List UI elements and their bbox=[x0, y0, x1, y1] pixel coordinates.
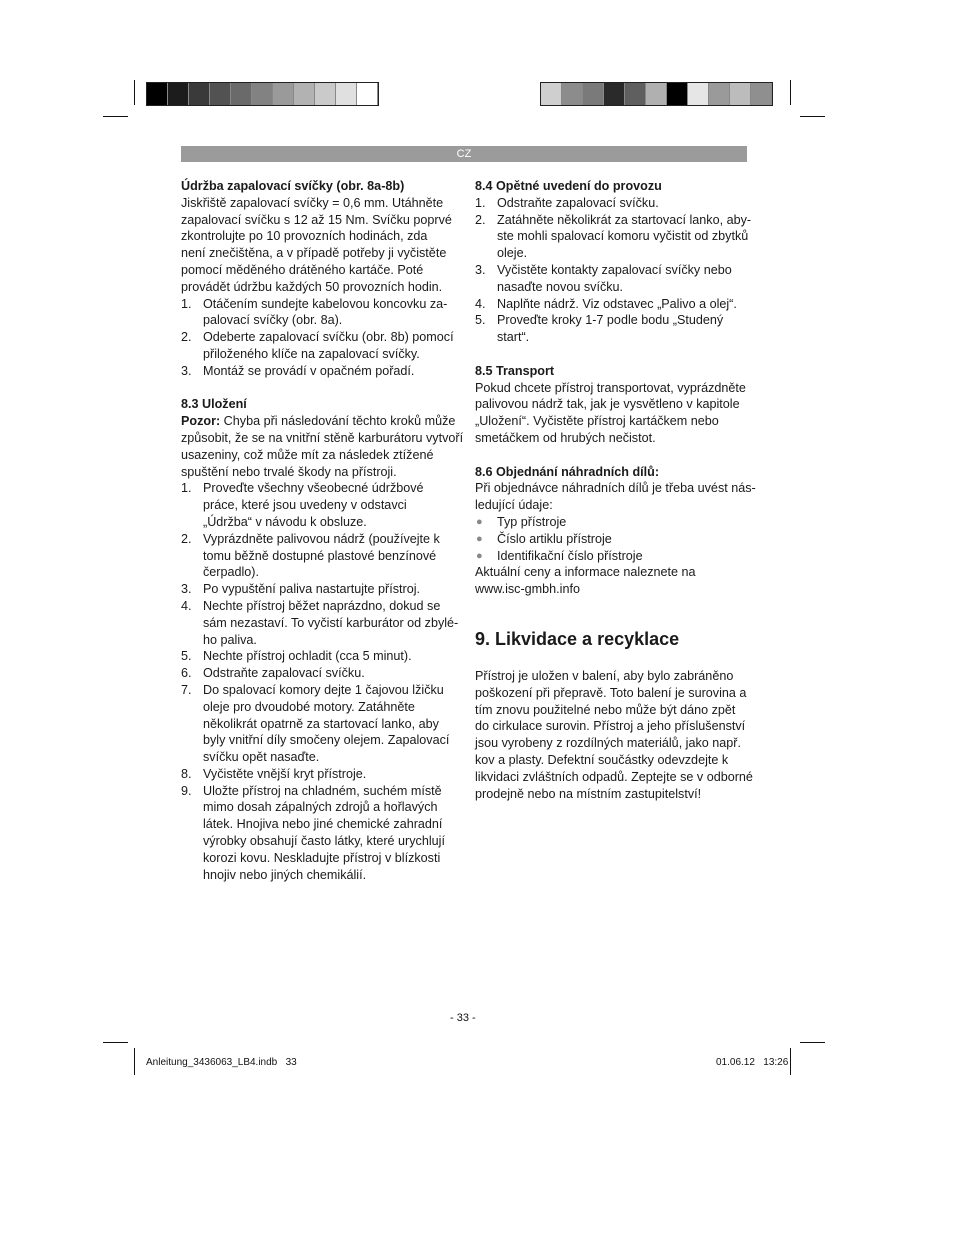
list-item bbox=[475, 296, 760, 313]
list-number: 2. bbox=[181, 330, 192, 345]
bullet-item bbox=[475, 548, 760, 565]
text-line: Při objednávce náhradních dílů je třeba uvést nás- bbox=[475, 481, 756, 496]
list-number: 9. bbox=[181, 783, 192, 798]
section-heading: 8.4 Opětné uvedení do provozu bbox=[475, 179, 662, 193]
text-line: provádět údržbu každých 50 provozních hodin. bbox=[181, 279, 443, 294]
text-line: poškození při přepravě. Toto balení je surovina a bbox=[475, 685, 747, 700]
text-line: prodejně nebo na místním zastupitelství! bbox=[475, 786, 702, 801]
list-item-line: „Údržba“ v návodu k obsluze. bbox=[203, 514, 367, 529]
list-item-line: Nechte přístroj ochladit (cca 5 minut). bbox=[203, 649, 412, 664]
text-line: ledující údaje: bbox=[475, 498, 553, 513]
crop-mark bbox=[790, 80, 791, 105]
list-item-line: Proveďte kroky 1-7 podle bodu „Studený bbox=[497, 313, 724, 328]
section-heading: 8.3 Uložení bbox=[181, 397, 247, 412]
list-item bbox=[475, 312, 760, 346]
list-item-line: nasaďte novou svíčku. bbox=[497, 279, 624, 294]
list-item bbox=[181, 766, 466, 783]
paragraph bbox=[475, 668, 760, 802]
color-swatch bbox=[541, 83, 562, 105]
list-item-line: Zatáhněte několikrát za startovací lanko, aby- bbox=[497, 212, 752, 227]
list-item-line: Uložte přístroj na chladném, suchém místě bbox=[203, 783, 442, 798]
bullet-text: Číslo artiklu přístroje bbox=[497, 531, 612, 546]
list-item-line: hnojiv nebo jiných chemikálií. bbox=[203, 867, 367, 882]
list-item bbox=[181, 598, 466, 648]
list-number: 1. bbox=[181, 296, 192, 311]
paragraph bbox=[181, 195, 466, 296]
list-number: 3. bbox=[475, 262, 486, 277]
color-swatch bbox=[336, 83, 357, 105]
list-item-line: byly vnitřní díly smočeny olejem. Zapalovací bbox=[203, 733, 450, 748]
list-item bbox=[181, 480, 466, 530]
text-line: pomocí měděného drátěného kartáče. Poté bbox=[181, 262, 424, 277]
list-item-line: ho paliva. bbox=[203, 632, 257, 647]
list-item-line: Naplňte nádrž. Viz odstavec „Palivo a olej“. bbox=[497, 296, 737, 311]
paragraph bbox=[181, 430, 466, 480]
list-item bbox=[181, 648, 466, 665]
crop-mark bbox=[800, 116, 825, 117]
crop-mark bbox=[103, 1042, 128, 1043]
list-number: 7. bbox=[181, 682, 192, 697]
list-item-line: palovací svíčky (obr. 8a). bbox=[203, 313, 343, 328]
bullet-item bbox=[475, 531, 760, 548]
list-number: 2. bbox=[181, 531, 192, 546]
list-number: 6. bbox=[181, 666, 192, 681]
list-number: 4. bbox=[475, 296, 486, 311]
text-line: smetáčkem od hrubých nečistot. bbox=[475, 430, 656, 445]
warning-paragraph: Pozor: Chyba při následování těchto kroků může bbox=[181, 414, 456, 429]
list-number: 5. bbox=[475, 313, 486, 328]
list-item bbox=[475, 262, 760, 296]
color-swatch bbox=[168, 83, 189, 105]
text-line: Pokud chcete přístroj transportovat, vyprázdněte bbox=[475, 380, 746, 395]
text-line: zkontrolujte po 10 provozních hodinách, zda bbox=[181, 229, 428, 244]
list-number: 8. bbox=[181, 766, 192, 781]
paragraph bbox=[475, 380, 760, 447]
color-swatch bbox=[667, 83, 688, 105]
list-item-line: Proveďte všechny všeobecné údržbové bbox=[203, 481, 424, 496]
section-heading: 8.6 Objednání náhradních dílů: bbox=[475, 464, 660, 479]
text-line: usazeniny, což může mít za následek ztížené bbox=[181, 447, 434, 462]
list-item-line: Vyprázdněte palivovou nádrž (používejte k bbox=[203, 531, 440, 546]
text-line: není znečištěna, a v případě potřeby ji vyčistěte bbox=[181, 246, 447, 261]
list-item-line: přiloženého klíče na zapalovací svíčky. bbox=[203, 346, 420, 361]
list-item bbox=[181, 682, 466, 766]
list-item bbox=[475, 195, 760, 212]
color-swatch bbox=[751, 83, 772, 105]
list-item bbox=[181, 783, 466, 884]
list-number: 2. bbox=[475, 212, 486, 227]
paragraph bbox=[475, 480, 760, 514]
crop-mark bbox=[800, 1042, 825, 1043]
list-item-line: Vyčistěte kontakty zapalovací svíčky nebo bbox=[497, 262, 732, 277]
text-line: palivovou nádrž tak, jak je vysvětleno v kapitole bbox=[475, 397, 740, 412]
list-item-line: látek. Hnojiva nebo jiné chemické zahradní bbox=[203, 817, 443, 832]
color-bar-right bbox=[540, 82, 773, 106]
warning-label: Pozor: bbox=[181, 414, 221, 429]
text-line: Přístroj je uložen v balení, aby bylo zabráněno bbox=[475, 668, 734, 683]
bullet-text: Identifikační číslo přístroje bbox=[497, 548, 643, 563]
list-item-line: práce, které jsou uvedeny v odstavci bbox=[203, 498, 407, 513]
list-number: 3. bbox=[181, 582, 192, 597]
text-line: jsou vyrobeny z rozdílných materiálů, jako např. bbox=[475, 736, 741, 751]
numbered-list bbox=[475, 195, 760, 346]
color-swatch bbox=[646, 83, 667, 105]
color-swatch bbox=[315, 83, 336, 105]
bullet-list bbox=[475, 514, 760, 564]
list-number: 1. bbox=[181, 481, 192, 496]
text-line: Jiskřiště zapalovací svíčky = 0,6 mm. Utáhněte bbox=[181, 195, 444, 210]
section-heading: 8.5 Transport bbox=[475, 363, 555, 378]
list-item-line: výrobky obsahují často látky, které urychlují bbox=[203, 834, 445, 849]
list-item-line: několikrát opatrně za startovací lanko, aby bbox=[203, 716, 439, 731]
list-item-line: svíčku opět nasaďte. bbox=[203, 750, 320, 765]
list-item-line: ste mohli spalovací komoru vyčistit od zbytků bbox=[497, 229, 749, 244]
list-number: 5. bbox=[181, 649, 192, 664]
color-swatch bbox=[231, 83, 252, 105]
list-item-line: mimo dosah zápalných zdrojů a hořlavých bbox=[203, 800, 438, 815]
list-item-line: Odstraňte zapalovací svíčku. bbox=[203, 666, 365, 681]
text-line: tím znovu použitelné nebo může být dáno zpět bbox=[475, 702, 736, 717]
timestamp: 01.06.12 13:26 bbox=[716, 1057, 789, 1068]
color-swatch bbox=[357, 83, 378, 105]
bullet-icon: ● bbox=[476, 532, 483, 545]
list-item-line: tomu běžně dostupné plastové benzínové bbox=[203, 548, 437, 563]
color-swatch bbox=[189, 83, 210, 105]
list-item-line: korozi kovu. Neskladujte přístroj v blízkosti bbox=[203, 850, 441, 865]
list-item-line: Nechte přístroj běžet naprázdno, dokud se bbox=[203, 598, 441, 613]
list-item-line: Po vypuštění paliva nastartujte přístroj. bbox=[203, 582, 421, 597]
color-swatch bbox=[688, 83, 709, 105]
list-item bbox=[181, 665, 466, 682]
chapter-heading: 9. Likvidace a recyklace bbox=[475, 628, 680, 649]
text-line: kov a plasty. Defektní součástky odevzdejte k bbox=[475, 752, 729, 767]
list-item-line: oleje pro dvoudobé motory. Zatáhněte bbox=[203, 699, 415, 714]
left-column bbox=[181, 178, 466, 883]
crop-mark bbox=[790, 1048, 791, 1075]
list-item bbox=[181, 531, 466, 581]
text-line: Aktuální ceny a informace naleznete na bbox=[475, 565, 696, 580]
list-item-line: oleje. bbox=[497, 246, 528, 261]
list-item bbox=[181, 363, 466, 380]
color-swatch bbox=[147, 83, 168, 105]
color-swatch bbox=[294, 83, 315, 105]
text-line: do cirkulace surovin. Přístroj a jeho příslušenství bbox=[475, 719, 746, 734]
list-item bbox=[475, 212, 760, 262]
crop-mark bbox=[134, 1048, 135, 1075]
color-swatch bbox=[252, 83, 273, 105]
list-number: 1. bbox=[475, 195, 486, 210]
text-line: likvidaci zvláštních odpadů. Zeptejte se v odborné bbox=[475, 769, 753, 784]
file-name: Anleitung_3436063_LB4.indb 33 bbox=[146, 1057, 297, 1068]
color-swatch bbox=[562, 83, 583, 105]
text-line: zapalovací svíčku s 12 až 15 Nm. Svíčku poprvé bbox=[181, 212, 452, 227]
color-swatch bbox=[210, 83, 231, 105]
text-line: spuštění nebo trvalé škody na přístroji. bbox=[181, 464, 397, 479]
list-item bbox=[181, 296, 466, 330]
list-item-line: Odstraňte zapalovací svíčku. bbox=[497, 195, 659, 210]
section-heading: Údržba zapalovací svíčky (obr. 8a-8b) bbox=[181, 179, 405, 193]
list-item bbox=[181, 581, 466, 598]
numbered-list bbox=[181, 480, 466, 883]
color-swatch bbox=[709, 83, 730, 105]
paragraph bbox=[475, 564, 760, 598]
text-line: www.isc-gmbh.info bbox=[475, 582, 580, 597]
list-item-line: Otáčením sundejte kabelovou koncovku za- bbox=[203, 296, 448, 311]
list-number: 3. bbox=[181, 363, 192, 378]
list-item-line: Do spalovací komory dejte 1 čajovou lžičku bbox=[203, 682, 444, 697]
list-item-line: Montáž se provádí v opačném pořadí. bbox=[203, 363, 415, 378]
list-item-line: Odeberte zapalovací svíčku (obr. 8b) pomocí bbox=[203, 330, 454, 345]
page-number: - 33 - bbox=[450, 1012, 476, 1024]
crop-mark bbox=[134, 80, 135, 105]
color-swatch bbox=[625, 83, 646, 105]
list-item-line: Vyčistěte vnější kryt přístroje. bbox=[203, 766, 367, 781]
color-bar-left bbox=[146, 82, 379, 106]
color-swatch bbox=[730, 83, 751, 105]
list-item bbox=[181, 329, 466, 363]
list-item-line: čerpadlo). bbox=[203, 565, 260, 580]
bullet-icon: ● bbox=[476, 549, 483, 562]
numbered-list bbox=[181, 296, 466, 380]
color-swatch bbox=[583, 83, 604, 105]
right-column bbox=[475, 178, 760, 802]
bullet-icon: ● bbox=[476, 515, 483, 528]
language-bar: CZ bbox=[181, 146, 747, 162]
list-item-line: sám nezastaví. To vyčistí karburátor od zbylé- bbox=[203, 615, 459, 630]
crop-mark bbox=[103, 116, 128, 117]
bullet-item bbox=[475, 514, 760, 531]
list-item-line: start“. bbox=[497, 330, 530, 345]
color-swatch bbox=[273, 83, 294, 105]
bullet-text: Typ přístroje bbox=[497, 514, 567, 529]
text-line: způsobit, že se na vnitřní stěně karburátoru vytvoří bbox=[181, 430, 464, 445]
color-swatch bbox=[604, 83, 625, 105]
text-line: „Uložení“. Vyčistěte přístroj kartáčkem nebo bbox=[475, 414, 719, 429]
list-number: 4. bbox=[181, 598, 192, 613]
